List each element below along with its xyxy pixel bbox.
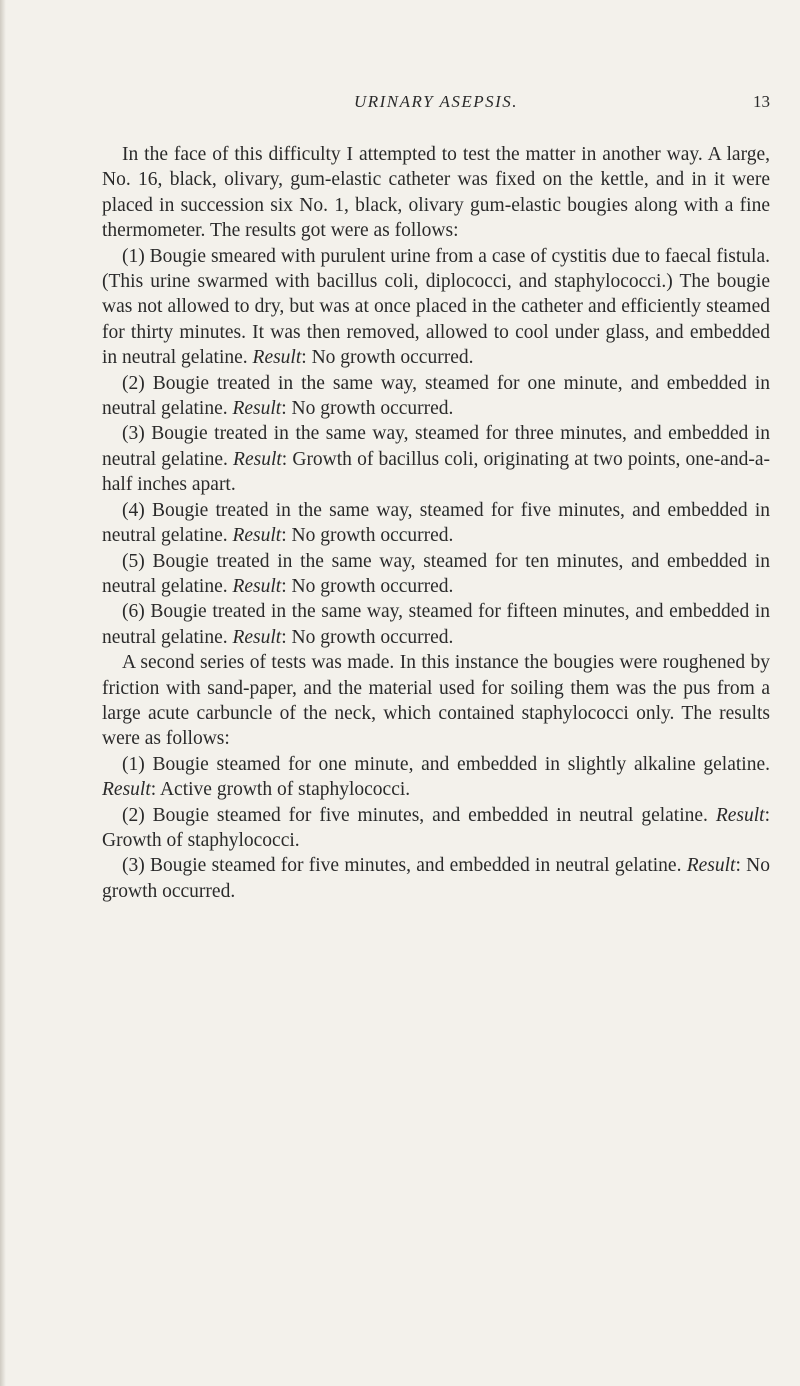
paragraph-test-5	[102, 549, 770, 600]
result-text: : Active growth of staphylococci.	[150, 779, 411, 801]
paragraph-test-3	[102, 421, 770, 497]
paragraph-test-4	[102, 498, 770, 549]
paragraph-series2-test-3	[102, 853, 770, 904]
page-header	[102, 92, 770, 118]
result-label: Result	[232, 398, 282, 420]
paragraph-test-1	[102, 244, 770, 371]
paragraph-text: (4) Bougie treated in the same way, steamed for five minutes, and embedded in neutral gelatine.	[102, 499, 770, 547]
running-head: URINARY ASEPSIS.	[353, 92, 519, 111]
paragraph-text: (5) Bougie treated in the same way, steamed for ten minutes, and embedded in neutral gelatine.	[102, 550, 770, 597]
result-label: Result	[232, 575, 282, 597]
result-text: : Growth of staphylococci.	[102, 804, 771, 851]
paragraph-second-series	[102, 650, 770, 752]
result-text: : No growth occurred.	[102, 855, 770, 902]
paragraph-text: (3) Bougie treated in the same way, steamed for three minutes, and embedded in neutral gelatine.	[102, 423, 770, 470]
result-label: Result	[233, 448, 282, 470]
paragraph-series2-test-2	[102, 803, 770, 854]
page-edge-shadow	[0, 0, 6, 1386]
paragraph-text: A second series of tests was made. In this instance the bougies were roughened by friction with sand-paper, and the material used for soiling them was the pus from a large acute carbuncle of the neck, which contained staphylococci only. The results were as follows:	[102, 652, 770, 750]
result-label: Result	[715, 804, 765, 826]
body-text	[102, 142, 770, 904]
paragraph-series2-test-1	[102, 752, 770, 803]
result-text: : No growth occurred.	[281, 525, 454, 547]
result-text: : Growth of bacillus coli, originating at two points, one-and-a-half inches apart.	[102, 448, 771, 496]
paragraph-test-2	[102, 371, 770, 422]
result-text: : No growth occurred.	[281, 626, 454, 648]
paragraph-text: (1) Bougie smeared with purulent urine from a case of cystitis due to faecal fistula. (This urine swarmed with bacillus coli, diplococci, and staphylococci.) The bougie was not allowed to dry, but was at once placed in the catheter and efficiently steamed for thirty minutes. It was then removed, allowed to cool under glass, and embedded in neutral gelatine.	[102, 245, 770, 369]
paragraph-test-6	[102, 599, 770, 650]
result-text: : No growth occurred.	[281, 575, 454, 597]
result-text: : No growth occurred.	[281, 398, 454, 420]
paragraph-text: (1) Bougie steamed for one minute, and embedded in slightly alkaline gelatine.	[122, 753, 770, 775]
paragraph-text: (2) Bougie steamed for five minutes, and embedded in neutral gelatine.	[122, 804, 708, 826]
result-label: Result	[686, 855, 736, 877]
paragraph-text: (3) Bougie steamed for five minutes, and embedded in neutral gelatine.	[122, 855, 682, 877]
paragraph-text: (2) Bougie treated in the same way, steamed for one minute, and embedded in neutral gelatine.	[102, 372, 770, 420]
result-label: Result	[252, 347, 302, 369]
result-text: : No growth occurred.	[301, 347, 474, 369]
paragraph-text: In the face of this difficulty I attempted to test the matter in another way. A large, No. 16, black, olivary, gum-elastic catheter was fixed on the kettle, and in it were placed in succession six No. 1, black, olivary gum-elastic bougies along with a fine thermometer. The results got were as follows:	[102, 144, 770, 242]
result-label: Result	[232, 626, 282, 648]
result-label: Result	[232, 525, 282, 547]
paragraph-intro	[102, 142, 770, 244]
page-number: 13	[753, 92, 770, 111]
paragraph-text: (6) Bougie treated in the same way, steamed for fifteen minutes, and embedded in neutral gelatine.	[102, 601, 770, 648]
result-label: Result	[102, 779, 151, 801]
